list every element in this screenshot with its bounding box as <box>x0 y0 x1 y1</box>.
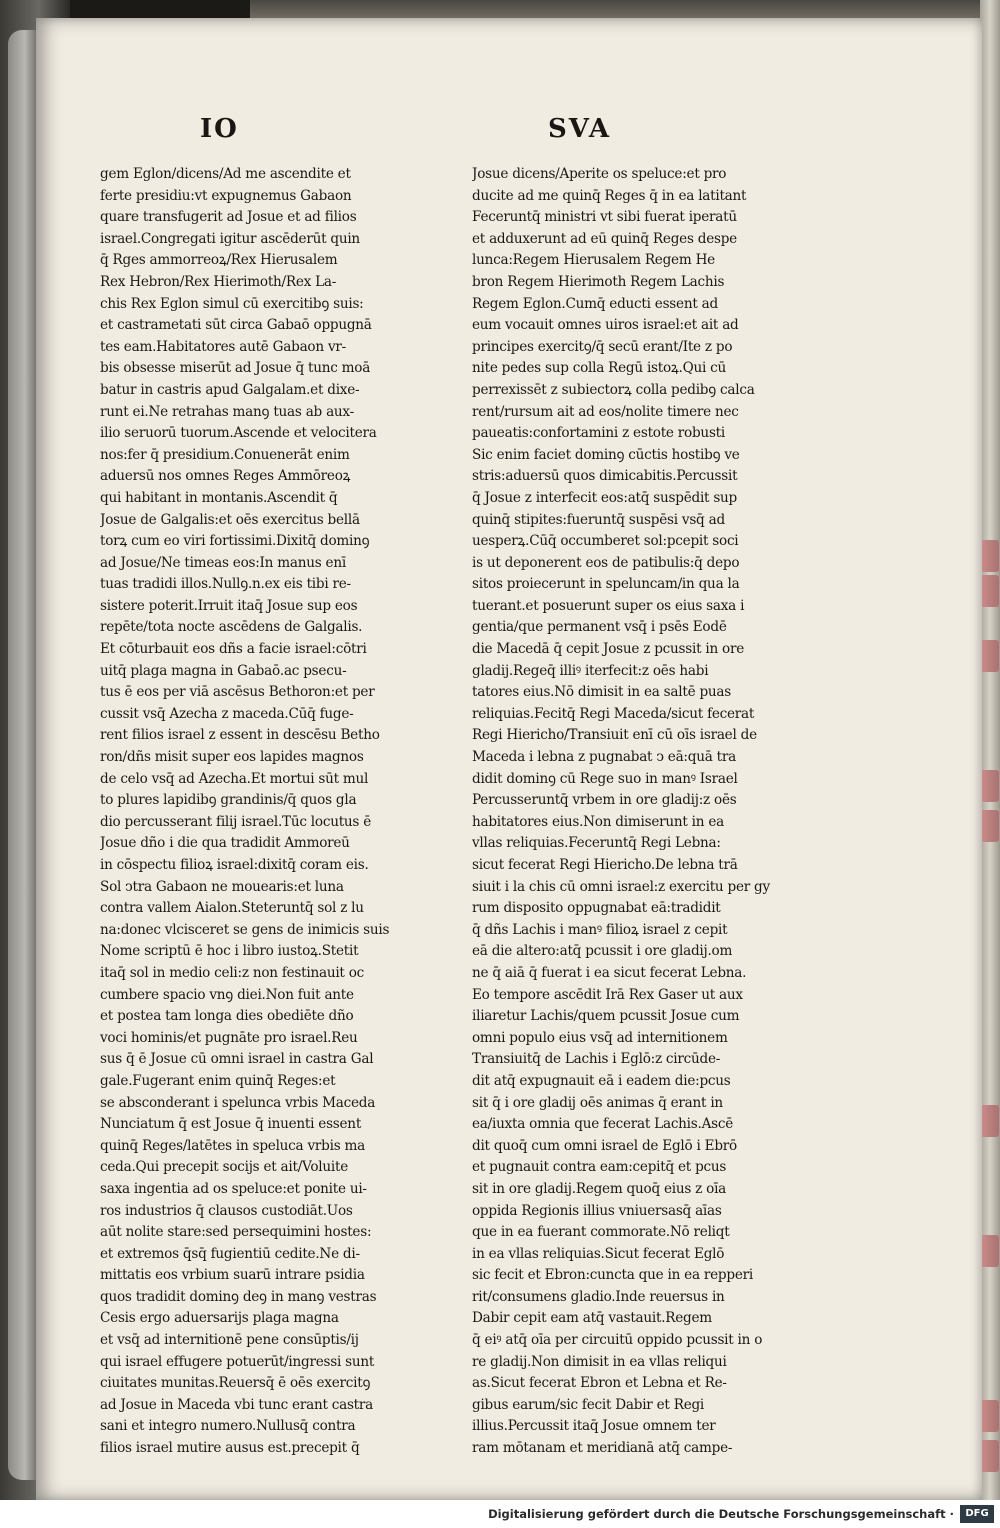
text-line: cussit vsq̄ Azecha z maceda.Cūq̄ fuge- <box>100 705 354 722</box>
text-line: et extremos q̄sq̄ fugientiū cedite.Ne di- <box>100 1245 360 1262</box>
text-line: didit dominꝯ cū Rege suo in manꝰ Israel <box>472 770 738 787</box>
text-line: lunca:Regem Hierusalem Regem He <box>472 252 715 269</box>
text-line: Percusseruntq̄ vrbem in ore gladij:z oēs <box>472 792 737 809</box>
text-line: die Macedā q̄ cepit Josue z pcussit in ore <box>472 641 745 658</box>
text-line: tes eam.Habitatores autē Gabaon vr- <box>100 338 346 355</box>
text-line: quare transfugerit ad Josue et ad filios <box>100 209 357 226</box>
text-line: torꝝ cum eo viri fortissimi.Dixitq̄ dominꝯ <box>100 533 370 550</box>
text-line: aūt nolite stare:sed persequimini hostes: <box>100 1224 372 1241</box>
text-line: ros industrios q̄ clausos custodiāt.Uos <box>100 1202 353 1219</box>
text-line: mittatis eos vrbium suarū intrare psidia <box>100 1267 365 1284</box>
text-line: itaq̄ sol in medio celi:z non festinauit oc <box>100 964 365 981</box>
text-line: Maceda i lebna z pugnabat ↄ eā:quā tra <box>472 749 736 766</box>
text-line: dio percusserant filij israel.Tūc locutus ē <box>100 813 372 830</box>
text-line: de celo vsq̄ ad Azecha.Et mortui sūt mul <box>100 770 369 787</box>
text-line: filios israel mutire ausus est.precepit q̄ <box>100 1440 360 1457</box>
text-line: vllas reliquias.Feceruntq̄ Regi Lebna: <box>472 835 721 852</box>
footer-bar <box>0 1500 1000 1528</box>
text-line: rent/rursum ait ad eos/nolite timere nec <box>472 403 739 420</box>
text-line: gentia/que permanent vsq̄ i psēs Eodē <box>472 619 727 636</box>
text-line: quos tradidit dominꝯ deꝯ in manꝯ vestras <box>100 1288 377 1305</box>
text-line: oppida Regionis illius vniuersasq̄ aīas <box>472 1202 722 1219</box>
text-line: principes exercitꝯ/q̄ secū erant/Ite z po <box>472 338 733 355</box>
text-line: ea/iuxta omnia que fecerat Lachis.Ascē <box>472 1116 734 1133</box>
text-line: omni populo eius vsq̄ ad internitionem <box>472 1029 728 1046</box>
text-line: Josue dño i die qua tradidit Ammoreū <box>100 835 350 852</box>
text-line: cumbere spacio vnꝯ diei.Non fuit ante <box>100 986 354 1003</box>
text-line: israel.Congregati igitur ascēderūt quin <box>100 230 360 247</box>
text-line: ilio seruorū tuorum.Ascende et velocitera <box>100 425 377 442</box>
text-line: que in ea fuerant commorate.Nō reliqt <box>472 1224 730 1241</box>
page-stack-right <box>980 0 1000 1500</box>
text-line: batur in castris apud Galgalam.et dixe- <box>100 381 360 398</box>
text-line: Et cōturbauit eos dñs a facie israel:cōtri <box>100 641 367 658</box>
text-line: uesperꝝ.Cūq̄ occumberet sol:pcepit soci <box>472 533 739 550</box>
text-line: chis Rex Eglon simul cū exercitibꝯ suis: <box>100 295 364 312</box>
text-line: sitos proiecerunt in speluncam/in qua la <box>472 576 740 593</box>
text-line: eā die altero:atq̄ pcussit i ore gladij.om <box>472 943 733 960</box>
text-line: bis obsesse miserūt ad Josue q̄ tunc moā <box>100 360 371 377</box>
text-line: reliquias.Fecitq̄ Regi Maceda/sicut fecerat <box>472 705 755 722</box>
text-line: q̄ Rges ammorreoꝝ/Rex Hierusalem <box>100 252 338 269</box>
text-line: siuit i la chis cū omni israel:z exercitu per gy <box>472 878 770 895</box>
text-line: sit q̄ i ore gladij oēs animas q̄ erant in <box>472 1094 723 1111</box>
text-column-right <box>472 164 780 1460</box>
text-line: iliaretur Lachis/quem pcussit Josue cum <box>472 1008 740 1025</box>
text-line: sistere poterit.Irruit itaq̄ Josue sup eos <box>100 597 358 614</box>
text-line: Eo tempore ascēdit Irā Rex Gaser ut aux <box>472 986 743 1003</box>
text-line: Josue dicens/Aperite os speluce:et pro <box>472 166 727 182</box>
text-line: se absconderant i spelunca vrbis Maceda <box>100 1094 376 1111</box>
text-line: et vsq̄ ad internitionē pene consūptis/ij <box>100 1332 359 1349</box>
text-line: runt ei.Ne retrahas manꝯ tuas ab aux- <box>100 403 354 420</box>
text-line: aduersū nos omnes Reges Ammōreoꝝ <box>100 468 351 485</box>
text-line: sit in ore gladij.Regem quoq̄ eius z oīa <box>472 1180 727 1197</box>
text-line: rent filios israel z essent in descēsu Betho <box>100 727 380 744</box>
text-line: Josue de Galgalis:et oēs exercitus bellā <box>100 511 360 528</box>
text-line: q̄ Josue z interfecit eos:atq̄ suspēdit sup <box>472 489 738 506</box>
text-line: Feceruntq̄ ministri vt sibi fuerat iperatū <box>472 209 737 226</box>
running-header-right: SVA <box>548 114 612 144</box>
text-line: Cesis ergo aduersarijs plaga magna <box>100 1310 339 1327</box>
text-line: repēte/tota nocte ascēdens de Galgalis. <box>100 619 363 636</box>
funding-credit: Digitalisierung gefördert durch die Deutsche Forschungsgemeinschaft · <box>488 1507 954 1521</box>
text-line: ducite ad me quinq̄ Reges q̄ in ea latitant <box>472 187 747 204</box>
text-line: sic fecit et Ebron:cuncta que in ea repperi <box>472 1267 753 1284</box>
running-header-left: IO <box>200 114 239 144</box>
text-line: et castrametati sūt circa Gabaō oppugnā <box>100 317 372 334</box>
text-line: ne q̄ aiā q̄ fuerat i ea sicut fecerat Lebna. <box>472 964 747 981</box>
text-line: ceda.Qui precepit socijs et ait/Voluite <box>100 1159 349 1176</box>
text-line: tatores eius.Nō dimisit in ea saltē puas <box>472 684 731 701</box>
text-line: gibus earum/sic fecit Dabir et Regi <box>472 1396 705 1413</box>
dfg-logo: DFG <box>960 1505 994 1523</box>
text-line: eum vocauit omnes uiros israel:et ait ad <box>472 317 739 334</box>
text-line: quinq̄ Reges/latētes in speluca vrbis ma <box>100 1137 365 1154</box>
text-line: as.Sicut fecerat Ebron et Lebna et Re- <box>472 1375 727 1392</box>
text-line: ad Josue in Maceda vbi tunc erant castra <box>100 1396 373 1413</box>
text-line: quinq̄ stipites:fueruntq̄ suspēsi vsq̄ ad <box>472 511 725 528</box>
text-line: rum disposito oppugnabat eā:tradidit <box>472 900 721 917</box>
text-line: et adduxerunt ad eū quinq̄ Reges despe <box>472 230 737 247</box>
text-line: uitq̄ plaga magna in Gabaō.ac psecu- <box>100 662 347 679</box>
text-line: gem Eglon/dicens/Ad me ascendite et <box>100 166 351 182</box>
text-line: ad Josue/Ne timeas eos:In manus enī <box>100 554 346 571</box>
text-line: Regem Eglon.Cumq̄ educti essent ad <box>472 295 718 312</box>
text-line: voci hominis/et pugnāte pro israel.Reu <box>100 1029 358 1046</box>
text-line: Nome scriptū ē hoc i libro iustoꝝ.Stetit <box>100 943 359 960</box>
binding-curve <box>8 30 36 1480</box>
text-line: qui habitant in montanis.Ascendit q̄ <box>100 489 338 506</box>
text-line: bron Regem Hierimoth Regem Lachis <box>472 273 725 290</box>
text-line: ron/dñs misit super eos lapides magnos <box>100 749 364 766</box>
text-line: ciuitates munitas.Reuersq̄ ē oēs exercitꝯ <box>100 1375 371 1392</box>
text-line: habitatores eius.Non dimiserunt in ea <box>472 813 724 830</box>
text-line: perrexissēt z subiectorꝝ colla pedibꝯ calca <box>472 381 755 398</box>
text-line: ferte presidiu:vt expugnemus Gabaon <box>100 187 352 204</box>
text-line: tus ē eos per viā ascēsus Bethoron:et per <box>100 684 375 701</box>
text-line: Dabir cepit eam atq̄ vastauit.Regem <box>472 1310 712 1327</box>
text-line: to plures lapidibꝯ grandinis/q̄ quos gla <box>100 792 357 809</box>
text-line: in ea vllas reliquias.Sicut fecerat Eglō <box>472 1245 725 1262</box>
text-line: re gladij.Non dimisit in ea vllas reliqui <box>472 1353 727 1370</box>
text-line: et postea tam longa dies obediēte dño <box>100 1008 354 1025</box>
text-line: dit atq̄ expugnauit eā i eadem die:pcus <box>472 1072 731 1089</box>
text-line: gale.Fugerant enim quinq̄ Reges:et <box>100 1072 336 1089</box>
text-line: dit quoq̄ cum omni israel de Eglō i Ebrō <box>472 1137 737 1154</box>
text-line: q̄ eiꝰ atq̄ oīa per circuitū oppido pcussit in o <box>472 1332 763 1349</box>
text-line: Regi Hiericho/Transiuit enī cū oīs israel de <box>472 727 757 744</box>
text-line: tuerant.et posuerunt super os eius saxa i <box>472 597 745 614</box>
manuscript-page <box>36 18 982 1500</box>
text-line: contra vallem Aialon.Steteruntq̄ sol z lu <box>100 900 364 917</box>
text-line: Sic enim faciet dominꝯ cūctis hostibꝯ ve <box>472 446 740 463</box>
text-line: stris:aduersū quos dimicabitis.Percussit <box>472 468 738 485</box>
text-line: na:donec vlcisceret se gens de inimicis suis <box>100 921 390 938</box>
text-line: Nunciatum q̄ est Josue q̄ inuenti essent <box>100 1116 362 1133</box>
text-line: in cōspectu filioꝝ israel:dixitq̄ coram eis. <box>100 857 369 873</box>
text-line: qui israel effugere potuerūt/ingressi sunt <box>100 1353 375 1370</box>
text-line: illius.Percussit itaq̄ Josue omnem ter <box>472 1418 716 1435</box>
text-line: sani et integro numero.Nullusq̄ contra <box>100 1418 356 1435</box>
text-column-left <box>100 164 410 1460</box>
text-line: Rex Hebron/Rex Hierimoth/Rex La- <box>100 273 337 290</box>
text-line: nos:fer q̄ presidium.Conuenerāt enim <box>100 446 350 463</box>
text-line: q̄ dñs Lachis i manꝰ filioꝝ israel z cepit <box>472 921 728 938</box>
text-line: nite pedes sup colla Regū istoꝝ.Qui cū <box>472 360 727 377</box>
text-line: et pugnauit contra eam:cepitq̄ et pcus <box>472 1159 727 1176</box>
text-line: gladij.Regeq̄ illiꝰ iterfecit:z oēs habi <box>472 662 709 679</box>
text-line: is ut deponerent eos de patibulis:q̄ depo <box>472 554 740 571</box>
text-line: rit/consumens gladio.Inde reuersus in <box>472 1288 725 1305</box>
text-line: tuas tradidi illos.Nullꝯ.n.ex eis tibi re- <box>100 576 351 593</box>
text-line: saxa ingentia ad os speluce:et ponite ui- <box>100 1180 367 1197</box>
text-line: ram mōtanam et meridianā atq̄ campe- <box>472 1440 733 1457</box>
text-line: Sol ↄtra Gabaon ne mouearis:et luna <box>100 878 344 895</box>
text-line: Transiuitq̄ de Lachis i Eglō:z circūde- <box>472 1051 721 1068</box>
text-line: paueatis:confortamini z estote robusti <box>472 425 725 442</box>
text-line: sicut fecerat Regi Hiericho.De lebna trā <box>472 857 738 873</box>
text-line: sus q̄ ē Josue cū omni israel in castra Gal <box>100 1051 374 1068</box>
